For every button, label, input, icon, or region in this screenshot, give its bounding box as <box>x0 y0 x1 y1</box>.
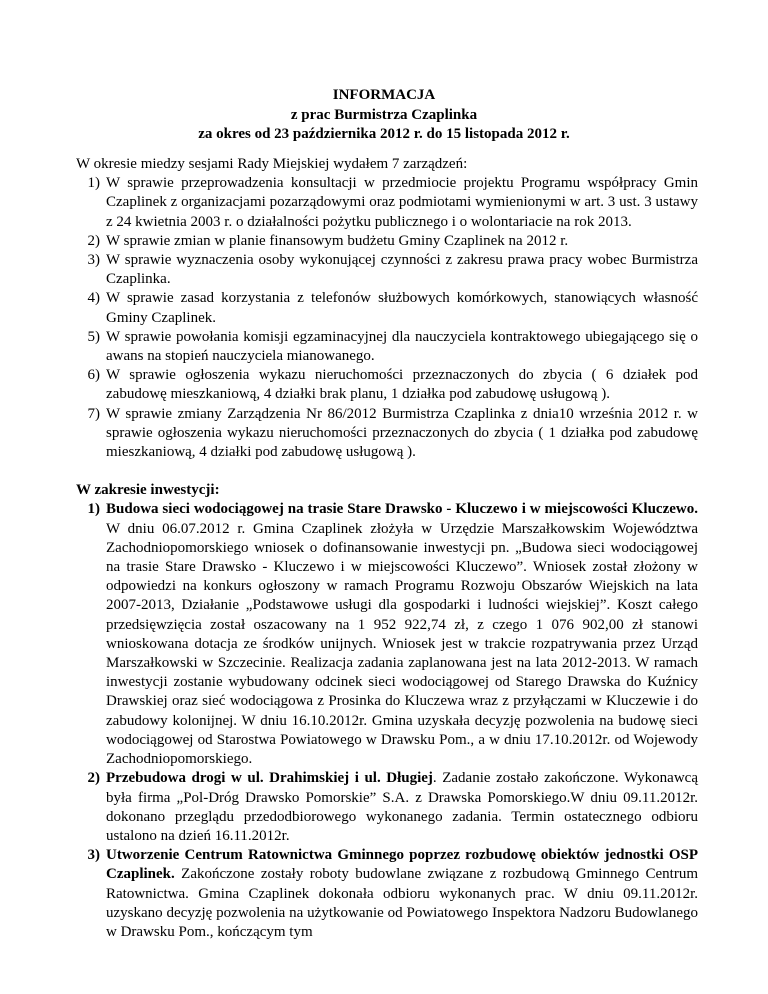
decision-number: 1) <box>87 175 100 192</box>
decision-text: W sprawie wyznaczenia osoby wykonującej czynności z zakresu prawa pracy wobec Burmistrza Czaplinka. <box>106 252 698 288</box>
decision-item <box>76 251 698 289</box>
decision-item <box>76 289 698 327</box>
investment-title: Utworzenie Centrum Ratownictwa Gminnego poprzez rozbudowę obiektów jednostki OSP Czaplinek. <box>106 847 698 883</box>
decision-item <box>76 366 698 404</box>
decision-number: 6) <box>87 367 100 384</box>
decision-text: W sprawie ogłoszenia wykazu nieruchomości przeznaczonych do zbycia ( 6 działek pod zabudowę mieszkaniową, 4 działki brak planu, 1 działka pod zabudowę usługową ). <box>106 367 698 403</box>
decision-item <box>76 232 698 251</box>
investments-heading: W zakresie inwestycji: <box>76 482 220 499</box>
header-period: za okres od 23 października 2012 r. do 15 listopada 2012 r. <box>198 126 570 142</box>
investment-text: . Zadanie zostało zakończone. Wykonawcą była firma „Pol-Dróg Drawsko Pomorskie” S.A. z Drawska Pomorskiego.W dniu 09.11.2012r. dokonano przeglądu przedodbiorowego wykonanego zadania. Termin ostatecznego odbioru ustalono na dzień 16.11.2012r. <box>106 770 698 844</box>
investment-body <box>106 500 698 769</box>
decision-text: W sprawie zasad korzystania z telefonów służbowych komórkowych, stanowiących własność Gminy Czaplinek. <box>106 290 698 326</box>
decision-item <box>76 405 698 463</box>
decision-text: W sprawie przeprowadzenia konsultacji w przedmiocie projektu Programu współpracy Gmin Czaplinek z organizacjami pozarządowymi oraz podmiotami wymienionymi w art. 3 ust. 3 ustawy z 24 kwietnia 2003 r. o działalności pożytku publicznego i o wolontariacie na rok 2013. <box>106 175 698 230</box>
decision-number: 3) <box>87 252 100 269</box>
document-body <box>76 155 698 942</box>
investment-text: Zakończone zostały roboty budowlane związane z rozbudową Gminnego Centrum Ratownictwa. Gmina Czaplinek dokonała odbioru wykonanych prac. W dniu 09.11.2012r. uzyskano decyzję pozwolenia na użytkowanie od Powiatowego Inspektora Nadzoru Budowlanego w Drawsku Pom., kończącym tym <box>106 866 698 940</box>
decisions-list <box>76 174 698 462</box>
investment-title: Budowa sieci wodociągowej na trasie Stare Drawsko - Kluczewo i w miejscowości Kluczewo. <box>106 501 698 518</box>
decision-number: 4) <box>87 290 100 307</box>
decision-item <box>76 328 698 366</box>
header-subtitle: z prac Burmistrza Czaplinka <box>290 106 478 123</box>
investments-section <box>76 481 698 942</box>
header-title: INFORMACJA <box>332 87 436 103</box>
decision-text: W sprawie zmiany Zarządzenia Nr 86/2012 Burmistrza Czaplinka z dnia10 września 2012 r. w sprawie ogłoszenia wykazu nieruchomości przeznaczonych do zbycia ( 1 działka pod zabudowę mieszkaniową, 4 działki pod zabudowę usługową ). <box>106 405 698 461</box>
decision-number: 2) <box>87 232 100 249</box>
investment-title: Przebudowa drogi w ul. Drahimskiej i ul. Długiej <box>106 770 433 787</box>
investment-body <box>106 846 698 942</box>
decision-text: W sprawie zmian w planie finansowym budżetu Gminy Czaplinek na 2012 r. <box>106 232 569 249</box>
intro-paragraph: W okresie miedzy sesjami Rady Miejskiej wydałem 7 zarządzeń: <box>76 156 468 172</box>
decision-number: 7) <box>87 405 100 422</box>
investment-number: 2) <box>87 770 100 787</box>
investments-list <box>76 500 698 942</box>
investment-number: 3) <box>87 847 100 864</box>
document-header <box>0 86 768 145</box>
investment-item <box>76 500 698 769</box>
investment-item <box>76 769 698 846</box>
decision-text: W sprawie powołania komisji egzaminacyjnej dla nauczyciela kontraktowego ubiegającego się o awans na stopień nauczyciela mianowanego. <box>106 328 698 365</box>
decision-item <box>76 174 698 232</box>
investment-number: 1) <box>87 501 100 518</box>
investment-text: W dniu 06.07.2012 r. Gmina Czaplinek złożyła w Urzędzie Marszałkowskim Województwa Zachodniopomorskiego wniosek o dofinansowanie inwestycji pn. „Budowa sieci wodociągowej na trasie Stare Drawsko - Kluczewo i w miejscowości Kluczewo”. Wniosek został złożony w odpowiedzi na konkurs ogłoszony w ramach Programu Rozwoju Obszarów Wiejskich na lata 2007-2013, Działanie „Podstawowe usługi dla gospodarki i ludności wiejskiej”. Koszt całego przedsięwzięcia został oszacowany na 1 952 922,74 zł, z czego 1 076 902,00 zł stanowi wnioskowana dotacja ze środków unijnych. Wniosek jest w trakcie rozpatrywania przez Urząd Marszałkowski w Szczecinie. Realizacja zadania zaplanowana jest na lata 2012-2013. W ramach inwestycji zostanie wybudowany odcinek sieci wodociągowej od Starego Drawska do Kuźnicy Drawskiej oraz sieć wodociągowa z Prosinka do Kluczewa wraz z przyłączami w Kluczewie i do zabudowy kolonijnej. W dniu 16.10.2012r. Gmina uzyskała decyzję pozwolenia na budowę sieci wodociągowej od Starostwa Powiatowego w Drawsku Pom., a w dniu 17.10.2012r. od Wojewody Zachodniopomorskiego. <box>106 520 698 768</box>
decision-number: 5) <box>87 328 100 345</box>
investment-item <box>76 846 698 942</box>
investment-body <box>106 769 698 846</box>
